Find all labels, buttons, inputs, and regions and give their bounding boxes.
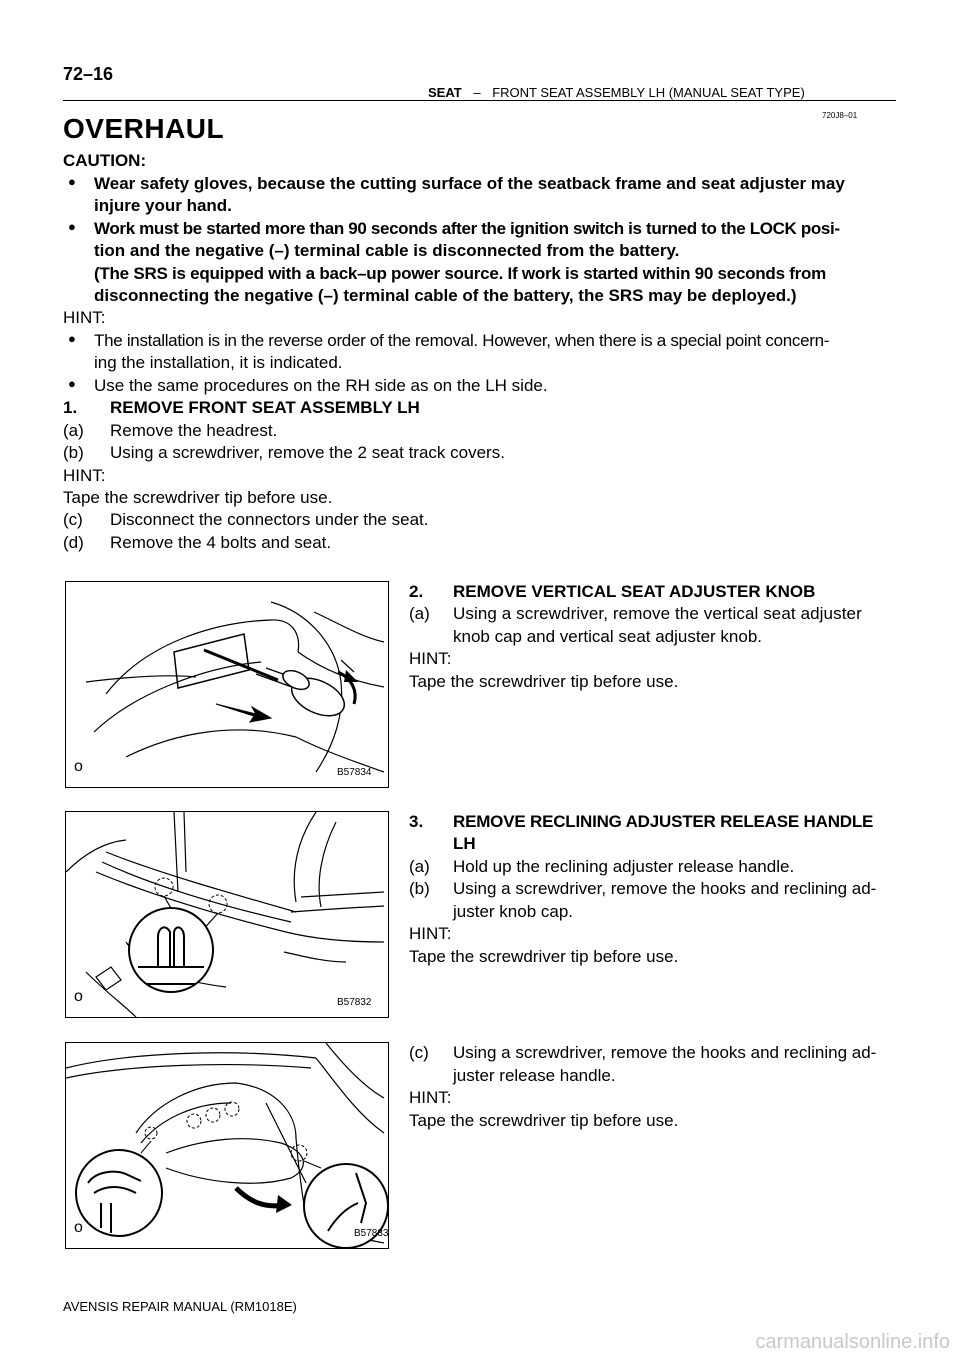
figure-marker: o: [74, 758, 83, 775]
caution-label: CAUTION:: [63, 151, 147, 170]
substep-text: Using a screwdriver, remove the vertical seat adjuster: [453, 604, 862, 623]
hint-text: The installation is in the reverse order of the removal. However, when there is a special point concern-: [94, 331, 830, 350]
substep-label: (d): [63, 533, 84, 552]
section-title: OVERHAUL: [63, 113, 225, 144]
figure-knob-removal: [65, 581, 389, 788]
caution-text: disconnecting the negative (–) terminal cable of the battery, the SRS may be deployed.): [94, 286, 797, 305]
figure-code: B57834: [337, 767, 372, 778]
illustration-release-handle: [66, 1043, 388, 1248]
caution-text: tion and the negative (–) terminal cable is disconnected from the battery.: [94, 241, 680, 260]
substep-text: Hold up the reclining adjuster release handle.: [453, 857, 795, 876]
substep-label: (a): [63, 421, 84, 440]
hint-text: Tape the screwdriver tip before use.: [409, 947, 679, 966]
illustration-seat-knob: [66, 582, 388, 787]
figure-code: B57832: [337, 997, 372, 1008]
hint-text: ing the installation, it is indicated.: [94, 353, 343, 372]
substep-text: knob cap and vertical seat adjuster knob.: [453, 627, 763, 646]
header-section: SEAT: [428, 85, 462, 100]
step-number: 2.: [409, 582, 424, 601]
step-number: 1.: [63, 398, 78, 417]
substep-label: (a): [409, 604, 430, 623]
substep-text: Remove the 4 bolts and seat.: [110, 533, 332, 552]
hint-label: HINT:: [409, 1088, 452, 1107]
figure-release-handle: [65, 1042, 389, 1249]
substep-label: (b): [409, 879, 430, 898]
watermark: carmanualsonline.info: [755, 1331, 950, 1353]
substep-text: Using a screwdriver, remove the 2 seat track covers.: [110, 443, 505, 462]
substep-label: (c): [63, 510, 83, 529]
figure-marker: o: [74, 988, 83, 1005]
doc-code: 720J8–01: [822, 111, 858, 120]
hint-text: Tape the screwdriver tip before use.: [409, 672, 679, 691]
substep-label: (b): [63, 443, 84, 462]
caution-text: injure your hand.: [94, 196, 232, 215]
caution-text: (The SRS is equipped with a back–up power source. If work is started within 90 seconds from: [94, 264, 827, 283]
step-title: REMOVE RECLINING ADJUSTER RELEASE HANDLE: [453, 812, 874, 831]
bullet-icon: ●: [68, 219, 76, 234]
bullet-icon: ●: [68, 174, 76, 189]
header-separator: –: [473, 85, 481, 100]
illustration-reclining-cap: [66, 812, 388, 1017]
substep-text: juster knob cap.: [453, 902, 574, 921]
hint-text: Tape the screwdriver tip before use.: [63, 488, 333, 507]
substep-text: Disconnect the connectors under the seat.: [110, 510, 429, 529]
header-rule: [63, 100, 896, 101]
header-subsection: FRONT SEAT ASSEMBLY LH (MANUAL SEAT TYPE): [492, 85, 805, 100]
hint-label: HINT:: [63, 308, 106, 327]
hint-text: Tape the screwdriver tip before use.: [409, 1111, 679, 1130]
substep-label: (c): [409, 1043, 429, 1062]
figure-marker: o: [74, 1219, 83, 1236]
caution-text: Wear safety gloves, because the cutting surface of the seatback frame and seat adjuster may: [94, 174, 845, 193]
hint-label: HINT:: [409, 924, 452, 943]
hint-text: Use the same procedures on the RH side as on the LH side.: [94, 376, 548, 395]
caution-text: Work must be started more than 90 seconds after the ignition switch is turned to the LOCK posi-: [94, 219, 840, 238]
step-title: REMOVE VERTICAL SEAT ADJUSTER KNOB: [453, 582, 816, 601]
page-number: 72–16: [63, 64, 114, 84]
header-title: [428, 85, 805, 100]
step-title: LH: [453, 834, 476, 853]
substep-text: Using a screwdriver, remove the hooks and reclining ad-: [453, 1043, 877, 1062]
substep-text: juster release handle.: [453, 1066, 616, 1085]
step-number: 3.: [409, 812, 424, 831]
hint-label: HINT:: [63, 466, 106, 485]
substep-label: (a): [409, 857, 430, 876]
bullet-icon: ●: [68, 376, 76, 391]
figure-handle-hooks: [65, 811, 389, 1018]
footer-manual-id: AVENSIS REPAIR MANUAL (RM1018E): [63, 1299, 297, 1314]
figure-code: B57833: [354, 1228, 389, 1239]
hint-label: HINT:: [409, 649, 452, 668]
bullet-icon: ●: [68, 331, 76, 346]
substep-text: Remove the headrest.: [110, 421, 278, 440]
substep-text: Using a screwdriver, remove the hooks and reclining ad-: [453, 879, 877, 898]
step-title: REMOVE FRONT SEAT ASSEMBLY LH: [110, 398, 420, 417]
